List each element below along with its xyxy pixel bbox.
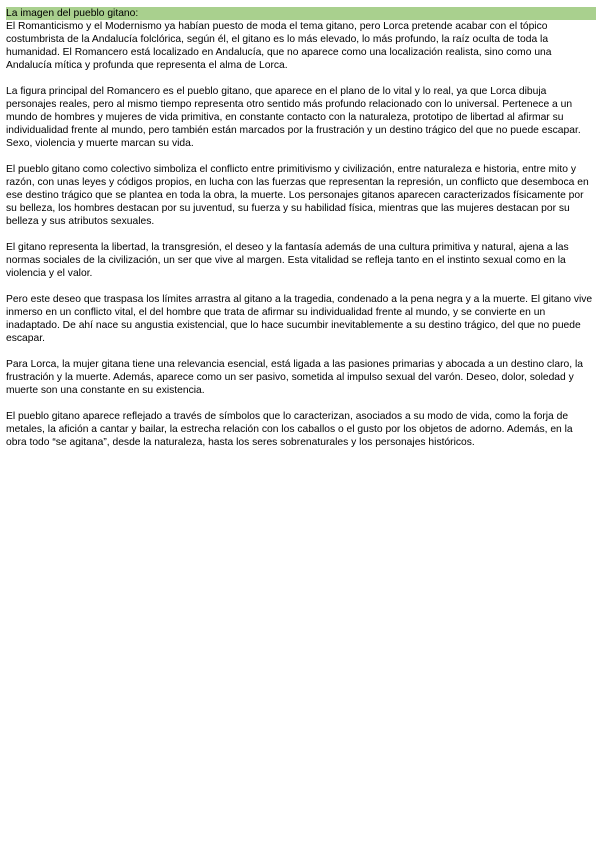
document-page: [6, 7, 596, 462]
paragraph-main-figure: La figura principal del Romancero es el pueblo gitano, que aparece en el plano de lo vital y lo real, ya que Lorca dibuja personajes reales, pero al mismo tiempo representa otro sentido más profundo relacionado con lo universal. Pertenece a un mundo de hombres y mujeres de vida primitiva, en constante contacto con la naturaleza, prototipo de libertad al afirmar su individualidad frente al mundo, pero también están marcados por la frustración y un destino trágico del que no puede escapar. Sexo, violencia y muerte marcan su vida.: [6, 86, 581, 149]
paragraph-freedom: El gitano representa la libertad, la transgresión, el deseo y la fantasía además de una cultura primitiva y natural, ajena a las normas sociales de la civilización, un ser que vive al margen. Esta vitalidad se refleja tanto en el instinto sexual como en la violencia y el valor.: [6, 242, 569, 279]
paragraph-intro: El Romanticismo y el Modernismo ya habían puesto de moda el tema gitano, pero Lorca pretende acabar con el tópico costumbrista de la Andalucía folclórica, según él, el gitano es lo más elevado, lo más profundo, la raíz oculta de toda la humanidad. El Romancero está localizado en Andalucía, que no aparece como una localización realista, sino como una Andalucía mítica y profunda que representa el alma de Lorca.: [6, 21, 552, 71]
paragraph-symbols: El pueblo gitano aparece reflejado a través de símbolos que lo caracterizan, asociados a su modo de vida, como la forja de metales, la afición a cantar y bailar, la estrecha relación con los caballos o el gusto por los objetos de adorno. Además, en la obra todo “se agitana”, desde la naturaleza, hasta los seres sobrenaturales y los personajes históricos.: [6, 411, 573, 448]
section-title: La imagen del pueblo gitano:: [6, 7, 596, 20]
paragraph-gypsy-woman: Para Lorca, la mujer gitana tiene una relevancia esencial, está ligada a las pasiones primarias y abocada a un destino claro, la frustración y la muerte. Además, aparece como un ser pasivo, sometida al impulso sexual del varón. Deseo, dolor, soledad y muerte son una constante en su existencia.: [6, 359, 583, 396]
paragraph-tragedy: Pero este deseo que traspasa los límites arrastra al gitano a la tragedia, condenado a la pena negra y a la muerte. El gitano vive inmerso en un conflicto vital, el del hombre que trata de afirmar su individualidad frente al mundo, y se convierte en un inadaptado. De ahí nace su angustia existencial, que lo hace sucumbir inevitablemente a su destino trágico, del que no puede escapar.: [6, 294, 593, 344]
paragraph-collective-symbol: El pueblo gitano como colectivo simboliza el conflicto entre primitivismo y civilización, entre naturaleza e historia, entre mito y razón, con unas leyes y códigos propios, en lucha con las fuerzas que representan la represión, un conflicto que desemboca en ese destino trágico que se plantea en toda la obra, la muerte. Los personajes gitanos aparecen caracterizados físicamente por su belleza, los hombres destacan por su juventud, su fuerza y su habilidad física, mientras que las mujeres destacan por su belleza y sus atributos sexuales.: [6, 164, 589, 227]
